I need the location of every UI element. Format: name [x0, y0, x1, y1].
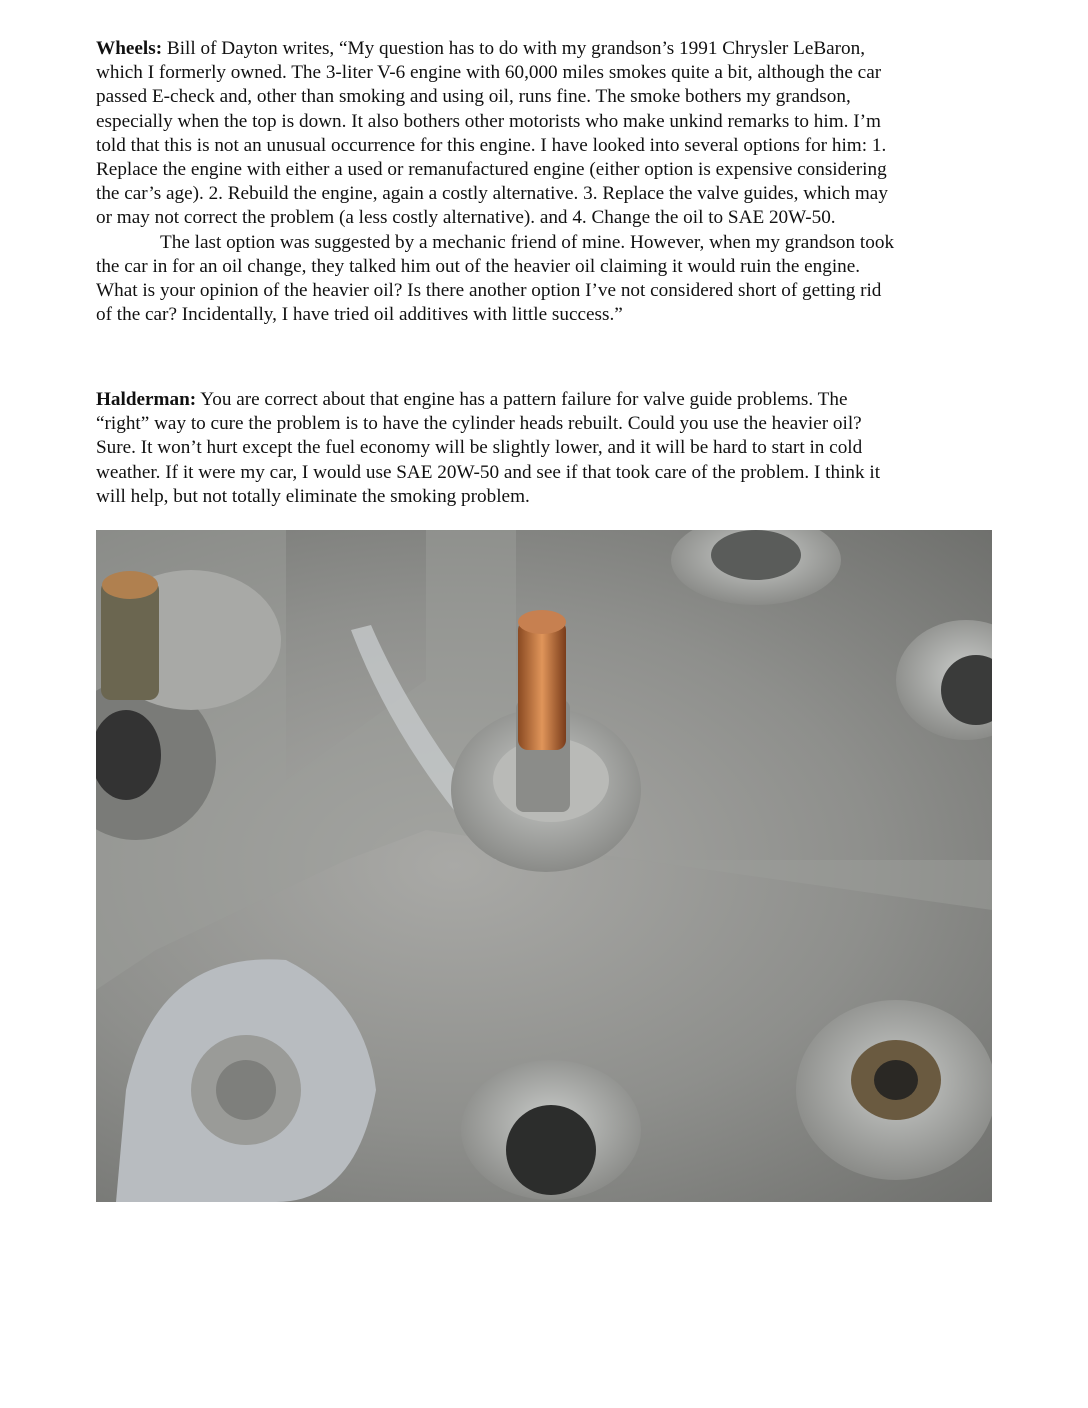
text-line: told that this is not an unusual occurrence for this engine. I have looked into several options for him: 1. — [96, 134, 887, 156]
text-line: The last option was suggested by a mechanic friend of mine. However, when my grandson took — [160, 231, 895, 253]
text-line: of the car? Incidentally, I have tried oil additives with little success.” — [96, 304, 623, 326]
speaker-label: Halderman: — [96, 389, 197, 410]
engine-cylinder-head-photo — [96, 530, 992, 1202]
text-line: the car’s age). 2. Rebuild the engine, again a costly alternative. 3. Replace the valve guides, which may — [96, 183, 888, 205]
text-line: Replace the engine with either a used or remanufactured engine (either option is expensive considering — [96, 159, 887, 181]
text-line: weather. If it were my car, I would use SAE 20W-50 and see if that took care of the problem. I think it — [96, 461, 881, 483]
letter-paragraph — [96, 37, 996, 327]
text-line: You are correct about that engine has a pattern failure for valve guide problems. The — [196, 389, 848, 410]
text-line: passed E-check and, other than smoking and using oil, runs fine. The smoke bothers my grandson, — [96, 86, 851, 108]
speaker-label: Wheels: — [96, 38, 163, 59]
text-line: or may not correct the problem (a less costly alternative). and 4. Change the oil to SAE 20W-50. — [96, 207, 836, 229]
text-line: the car in for an oil change, they talked him out of the heavier oil claiming it would ruin the engine. — [96, 255, 861, 277]
text-line: Sure. It won’t hurt except the fuel economy will be slightly lower, and it will be hard to start in cold — [96, 437, 863, 459]
text-line: will help, but not totally eliminate the smoking problem. — [96, 485, 530, 507]
text-line: especially when the top is down. It also bothers other motorists who make unkind remarks to him. I’m — [96, 110, 881, 132]
photo-illustration — [96, 530, 992, 1202]
text-line: “right” way to cure the problem is to have the cylinder heads rebuilt. Could you use the heavier oil? — [96, 413, 862, 435]
text-line: Bill of Dayton writes, “My question has to do with my grandson’s 1991 Chrysler LeBaron, — [162, 38, 866, 59]
text-line: What is your opinion of the heavier oil? Is there another option I’ve not considered short of getting rid — [96, 280, 882, 302]
text-line: which I formerly owned. The 3-liter V-6 engine with 60,000 miles smokes quite a bit, although the car — [96, 62, 882, 84]
answer-paragraph — [96, 388, 996, 509]
